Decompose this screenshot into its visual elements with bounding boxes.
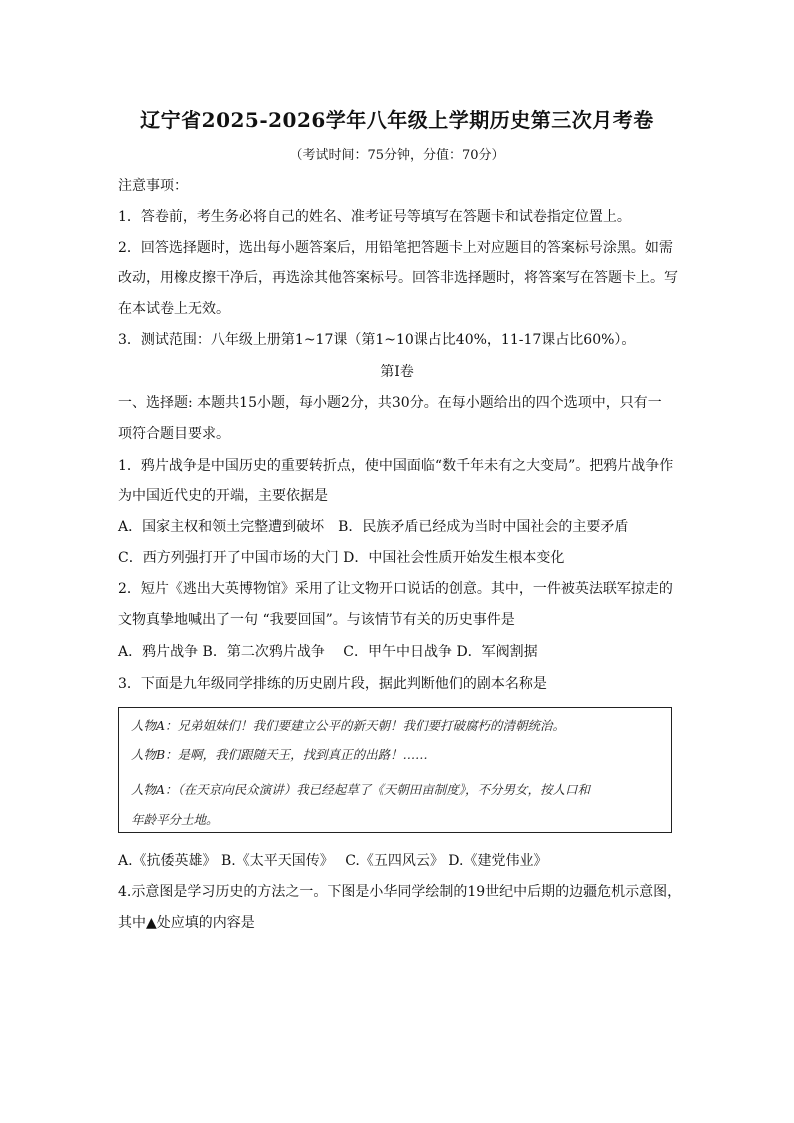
notice-heading: 注意事项： — [118, 178, 188, 194]
q1-stem-line-2: 为中国近代史的开端，主要依据是 — [118, 488, 328, 504]
notice-item-1: 1．答卷前，考生务必将自己的姓名、准考证号等填写在答题卡和试卷指定位置上。 — [118, 209, 631, 225]
q2-options: A．鸦片战争 B．第二次鸦片战争 C．甲午中日战争 D．军阀割据 — [118, 644, 538, 660]
q1-stem-line-1: 1．鸦片战争是中国历史的重要转折点，使中国面临“数千年未有之大变局”。把鸦片战争作 — [118, 458, 674, 474]
q2-stem-line-1: 2．短片《逃出大英博物馆》采用了让文物开口说话的创意。其中，一件被英法联军掠走的 — [118, 581, 673, 597]
q1-options-line-2: C．西方列强打开了中国市场的大门 D．中国社会性质开始发生根本变化 — [118, 550, 565, 566]
q3-script-line-1: 人物A：兄弟姐妹们！我们要建立公平的新天朝！我们要打破腐朽的清朝统治。 — [131, 718, 566, 733]
notice-item-2-line-2: 改动，用橡皮擦干净后，再选涂其他答案标号。回答非选择题时，将答案写在答题卡上。写 — [118, 270, 678, 286]
q2-stem-line-2: 文物真挚地喊出了一句 “我要回国”。与该情节有关的历史事件是 — [118, 612, 515, 628]
q4-stem-line-1: 4.示意图是学习历史的方法之一。下图是小华同学绘制的19世纪中后期的边疆危机示意图， — [118, 884, 682, 900]
q4-stem-line-2: 其中▲处应填的内容是 — [118, 915, 255, 931]
section-intro-line-2: 项符合题目要求。 — [118, 426, 230, 442]
section-intro-line-1: 一、选择题: 本题共15小题，每小题2分，共30分。在每小题给出的四个选项中，只有一 — [118, 395, 662, 411]
q3-script-line-3: 人物A：（在天京向民众演讲）我已经起草了《天朝田亩制度》，不分男女，按人口和 — [131, 782, 591, 797]
notice-item-3: 3．测试范围：八年级上册第1~17课（第1~10课占比40%，11-17课占比60%）。 — [118, 332, 636, 348]
q3-script-box — [118, 707, 672, 833]
q3-script-line-2: 人物B：是啊，我们跟随天王，找到真正的出路！…… — [131, 747, 428, 762]
exam-title: 辽宁省2025-2026学年八年级上学期历史第三次月考卷 — [140, 108, 654, 132]
q3-script-line-4: 年龄平分土地。 — [131, 812, 219, 827]
notice-item-2-line-1: 2．回答选择题时，选出每小题答案后，用铅笔把答题卡上对应题目的答案标号涂黑。如需 — [118, 240, 673, 256]
q1-options-line-1: A．国家主权和领土完整遭到破坏 B．民族矛盾已经成为当时中国社会的主要矛盾 — [118, 519, 629, 535]
notice-item-2-line-3: 在本试卷上无效。 — [118, 301, 230, 317]
q3-options: A.《抗倭英雄》 B.《太平天国传》 C.《五四风云》 D.《建党伟业》 — [118, 853, 548, 869]
volume-heading: 第I卷 — [380, 364, 414, 380]
q3-stem: 3．下面是九年级同学排练的历史剧片段，据此判断他们的剧本名称是 — [118, 676, 547, 692]
exam-subtitle: （考试时间：75分钟，分值：70分） — [289, 148, 505, 163]
